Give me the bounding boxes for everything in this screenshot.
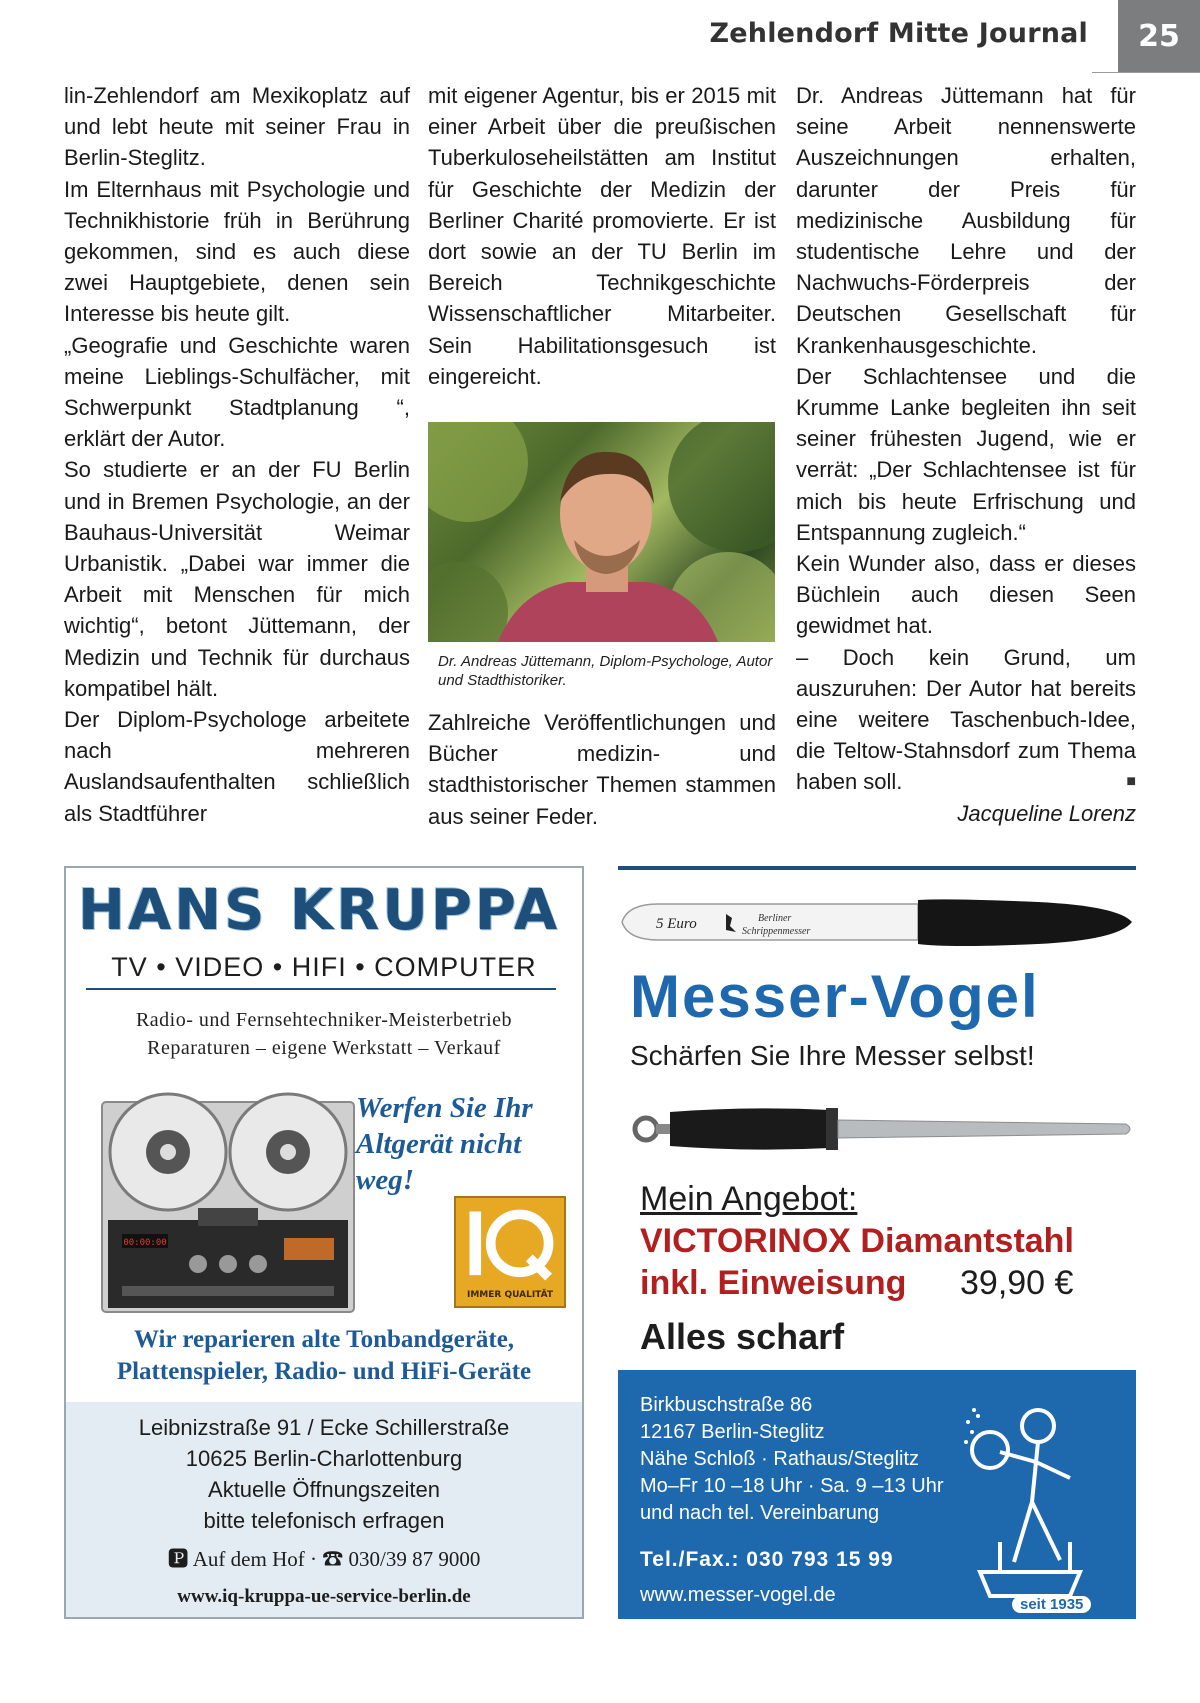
kruppa-slogan	[356, 1090, 576, 1198]
kruppa-phone[interactable]: 030/39 87 9000	[348, 1547, 481, 1571]
author-photo	[428, 422, 775, 642]
vogel-top-rule	[618, 866, 1136, 870]
author-byline: Jacqueline Lorenz	[957, 800, 1136, 826]
kruppa-desc-line: Radio- und Fernsehtechniker-Meisterbetrieb	[135, 1009, 513, 1031]
kruppa-address-line: 10625 Berlin-Charlottenburg	[185, 1446, 463, 1471]
vogel-near: Nähe Schloß · Rathaus/Steglitz	[640, 1448, 920, 1470]
phone-icon: ☎	[322, 1547, 344, 1571]
vogel-price: 39,90 €	[960, 1264, 1074, 1302]
slogan-line: weg!	[356, 1164, 414, 1196]
paragraph: lin-Zehlendorf am Mexikoplatz auf und lebt heute mit seiner Frau in Berlin-Steglitz.	[64, 83, 410, 171]
knife-icon	[618, 892, 1136, 952]
iq-logo-caption: IMMER QUALITÄT	[466, 1290, 554, 1300]
paragraph-text: – Doch kein Grund, um auszuruhen: Der Autor hat bereits eine weitere Taschenbuch-Idee, die Teltow-Stahnsdorf zum Thema haben soll.	[796, 644, 1136, 795]
vogel-offer-detail: inkl. Einweisung	[640, 1264, 907, 1302]
knife-brand-line: Berliner	[758, 913, 792, 924]
slogan-line: Werfen Sie Ihr	[356, 1092, 533, 1124]
article-column-2-continued	[428, 707, 776, 832]
paragraph: Der Diplom-Psychologe arbeitete nach mehreren Auslandsaufenthalten schließlich als Stadtführer	[64, 707, 410, 826]
kruppa-repair-headline	[64, 1324, 584, 1388]
kruppa-website-link[interactable]: www.iq-kruppa-ue-service-berlin.de	[177, 1586, 471, 1607]
vogel-website-link[interactable]: www.messer-vogel.de	[640, 1584, 836, 1606]
paragraph: mit eigener Agentur, bis er 2015 mit einer Arbeit über die preußischen Tuberkuloseheilstätten am Institut für Geschichte der Medizin der Berliner Charité promovierte. Er ist dort sowie an der TU Berlin im Bereich Technikgeschichte Wissenschaftlicher Mitarbeiter. Sein Habilitationsgesuch ist eingereicht.	[428, 83, 776, 389]
kruppa-desc-line: Reparaturen – eigene Werkstatt – Verkauf	[147, 1037, 501, 1059]
parking-icon: 🅿	[167, 1547, 189, 1571]
paragraph: „Geografie und Geschichte waren meine Lieblings-Schulfächer, mit Schwerpunkt Stadtplanung “, erklärt der Autor.	[64, 332, 410, 452]
paragraph: Kein Wunder also, dass er dieses Büchlein auch diesen Seen gewidmet hat.	[796, 551, 1136, 639]
kruppa-address-line: Leibnizstraße 91 / Ecke Schillerstraße	[138, 1415, 510, 1440]
paragraph: Zahlreiche Veröffentlichungen und Bücher medizin- und stadthistorischer Themen stammen aus seiner Feder.	[428, 710, 776, 829]
vogel-street: Birkbuschstraße 86	[640, 1394, 813, 1416]
tape-recorder-icon	[98, 1080, 358, 1316]
paragraph: Der Schlachtensee und die Krumme Lanke begleiten ihn seit seiner frühesten Jugend, wie er verrät: „Der Schlachtensee ist für mich bis heute Erfrischung und Entspannung zugleich.“	[796, 363, 1136, 545]
kruppa-description	[64, 1006, 584, 1062]
kruppa-brand-name: HANS KRUPPA	[78, 878, 561, 943]
knife-text: 5 Euro	[656, 916, 697, 932]
kruppa-parking: Auf dem Hof ·	[192, 1547, 317, 1571]
vogel-claim: Schärfen Sie Ihre Messer selbst!	[630, 1040, 1035, 1071]
paragraph: Dr. Andreas Jüttemann hat für seine Arbeit nennenswerte Auszeichnungen erhalten, darunter der Preis für medizinische Ausbildung für studentische Lehre und der Nachwuchs-Förderpreis der Deutschen Gesellschaft für Krankenhausgeschichte.	[796, 83, 1136, 358]
journal-title: Zehlendorf Mitte Journal	[709, 18, 1088, 49]
knife-brand-line: Schrippenmesser	[742, 926, 811, 937]
kruppa-hours-line: bitte telefonisch erfragen	[203, 1508, 445, 1533]
paragraph: So studierte er an der FU Berlin und in Bremen Psychologie, an der Bauhaus-Universität Weimar Urbanistik. „Dabei war immer die Arbeit mit Menschen für mich wichtig“, betont Jüttemann, der Medizin und Technik für durchaus kompatibel hält.	[64, 457, 410, 701]
portrait-illustration	[428, 422, 775, 642]
article-column-2	[428, 80, 776, 392]
vogel-offer-product: VICTORINOX Diamantstahl	[640, 1222, 1074, 1260]
kruppa-divider	[86, 988, 556, 990]
kruppa-services: TV • VIDEO • HIFI • COMPUTER	[111, 952, 537, 982]
paragraph: Im Elternhaus mit Psychologie und Technikhistorie früh in Berührung gekommen, sind es auch diese zwei Hauptgebiete, denen sein Interesse bis heute gilt.	[64, 176, 410, 327]
vogel-city: 12167 Berlin-Steglitz	[640, 1421, 825, 1443]
vogel-brand-name: Messer-Vogel	[630, 963, 1040, 1030]
slogan-line: Altgerät nicht	[356, 1128, 522, 1160]
vogel-since-badge: seit 1935	[1012, 1596, 1091, 1613]
repair-line: Plattenspieler, Radio- und HiFi-Geräte	[116, 1358, 532, 1385]
sharpening-steel-icon	[630, 1094, 1136, 1164]
kruppa-address-block	[66, 1412, 582, 1536]
kruppa-hours-line: Aktuelle Öffnungszeiten	[208, 1477, 440, 1502]
page-number: 25	[1118, 0, 1200, 72]
header-rule	[1092, 72, 1200, 73]
end-of-article-mark: ■	[1126, 773, 1136, 791]
vogel-hours: und nach tel. Vereinbarung	[640, 1502, 880, 1524]
vogel-hours: Mo–Fr 10 –18 Uhr · Sa. 9 –13 Uhr	[640, 1475, 944, 1497]
vogel-tagline: Alles scharf	[640, 1316, 845, 1357]
vogel-phone[interactable]: Tel./Fax.: 030 793 15 99	[640, 1548, 894, 1571]
grinder-figure-icon	[960, 1392, 1110, 1600]
article-column-3	[796, 80, 1136, 829]
paragraph	[796, 642, 1136, 798]
article-column-1	[64, 80, 410, 829]
kruppa-contact-line	[66, 1543, 582, 1573]
photo-caption: Dr. Andreas Jüttemann, Diplom-Psychologe, Autor und Stadthistoriker.	[438, 653, 773, 689]
tape-counter-display: 00:00:00	[123, 1238, 167, 1248]
repair-line: Wir reparieren alte Tonbandgeräte,	[133, 1326, 515, 1353]
vogel-offer-label: Mein Angebot:	[640, 1180, 858, 1218]
